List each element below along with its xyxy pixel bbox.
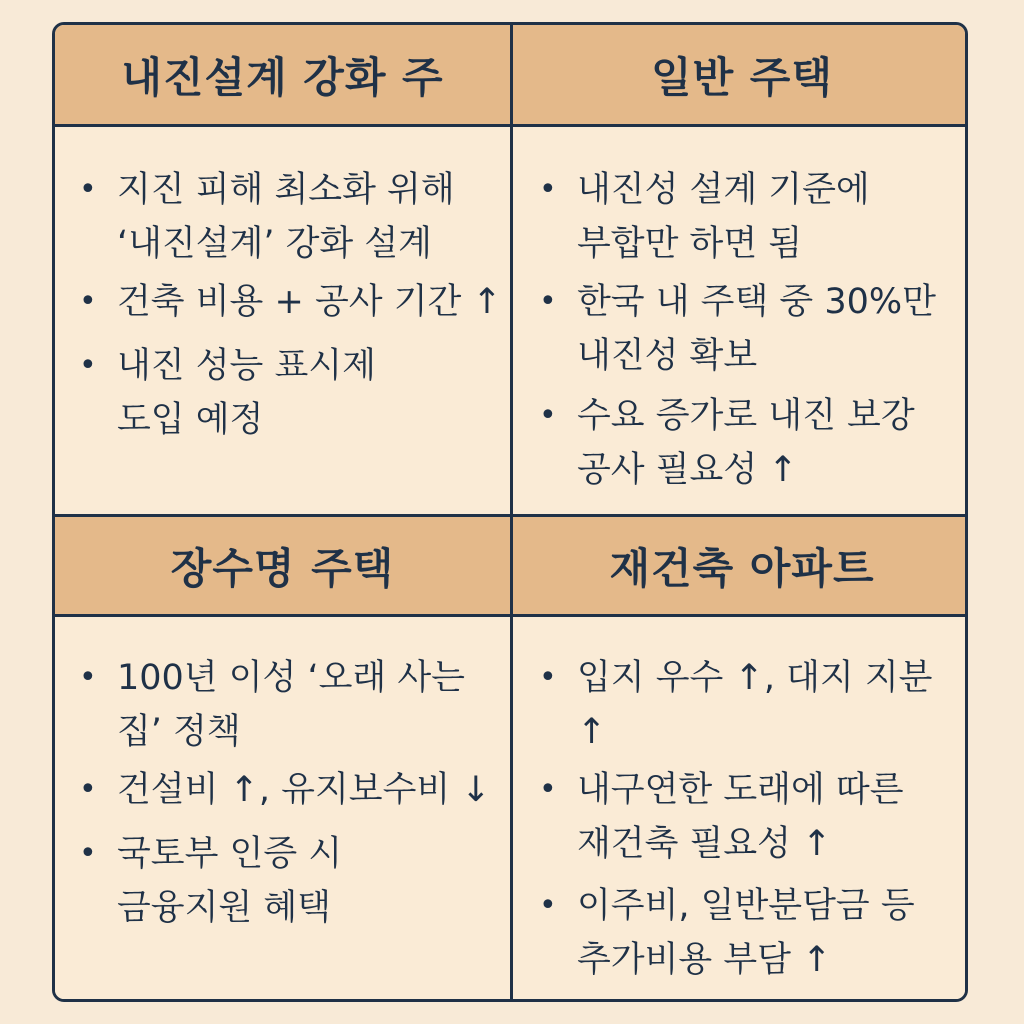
list-item-line: 건축 비용 + 공사 기간 ↑ (117, 282, 502, 322)
list-item-line: 금융지원 혜택 (117, 888, 331, 928)
body-reconstruction-apartment (513, 617, 968, 999)
list-item (539, 763, 963, 871)
list-item-line: 추가비용 부담 ↑ (577, 940, 832, 980)
bullet-icon: • (539, 660, 557, 695)
header-long-life-housing (55, 517, 513, 617)
list-item-line: 도입 예정 (117, 400, 264, 440)
list-item-line: 100년 이성 ‘오래 사는 (117, 658, 465, 698)
list-item-line: 부합만 하면 됨 (577, 224, 803, 264)
bullet-icon: • (539, 772, 557, 807)
list-item-line: 내진 성능 표시제 (117, 346, 376, 386)
list-item-line: 건설비 ↑, 유지보수비 ↓ (117, 770, 491, 810)
list-item-line: 지진 피해 최소화 위해 (117, 170, 455, 210)
list-item (539, 389, 963, 497)
list-item (539, 275, 963, 383)
list-item (539, 163, 963, 271)
list-item-line: 한국 내 주택 중 30%만 (577, 282, 936, 322)
header-reconstruction-apartment (513, 517, 968, 617)
list-item-line: ‘내진설계’ 강화 설계 (117, 224, 432, 264)
header-seismic-reinforced (55, 25, 513, 127)
header-title: 일반 주택 (651, 52, 833, 102)
list-item (79, 763, 502, 817)
body-general-housing (513, 127, 968, 517)
list-item-line: 공사 필요성 ↑ (577, 450, 798, 490)
list-item-line: 재건축 필요성 ↑ (577, 824, 832, 864)
list-item-line: 국토부 인증 시 (117, 834, 343, 874)
list-item (79, 275, 502, 329)
list-item-line: 이주비, 일반분담금 등 (577, 886, 915, 926)
body-long-life-housing (55, 617, 513, 999)
bullet-icon: • (79, 284, 97, 319)
bullet-icon: • (79, 836, 97, 871)
bullet-icon: • (79, 348, 97, 383)
list-item (539, 651, 963, 759)
bullet-icon: • (79, 772, 97, 807)
bullet-icon: • (539, 172, 557, 207)
header-general-housing (513, 25, 968, 127)
list-item-line: 집’ 정책 (117, 712, 241, 752)
header-title: 내진설계 강화 주 (121, 52, 444, 102)
list-item (79, 163, 502, 271)
list-item-line: 내진성 확보 (577, 336, 758, 376)
list-item-line: 내진성 설계 기준에 (577, 170, 870, 210)
bullet-icon: • (539, 888, 557, 923)
list-item (79, 827, 502, 935)
body-seismic-reinforced (55, 127, 513, 517)
header-title: 장수명 주택 (170, 543, 395, 593)
bullet-icon: • (79, 172, 97, 207)
bullet-icon: • (539, 284, 557, 319)
header-title: 재건축 아파트 (609, 543, 875, 593)
list-item (539, 879, 963, 987)
bullet-icon: • (79, 660, 97, 695)
list-item (79, 339, 502, 447)
bullet-icon: • (539, 398, 557, 433)
list-item-line: 입지 우수 ↑, 대지 지분 ↑ (577, 658, 933, 752)
list-item-line: 수요 증가로 내진 보강 (577, 396, 915, 436)
comparison-table (52, 22, 968, 1002)
list-item-line: 내구연한 도래에 따른 (577, 770, 904, 810)
list-item (79, 651, 502, 759)
